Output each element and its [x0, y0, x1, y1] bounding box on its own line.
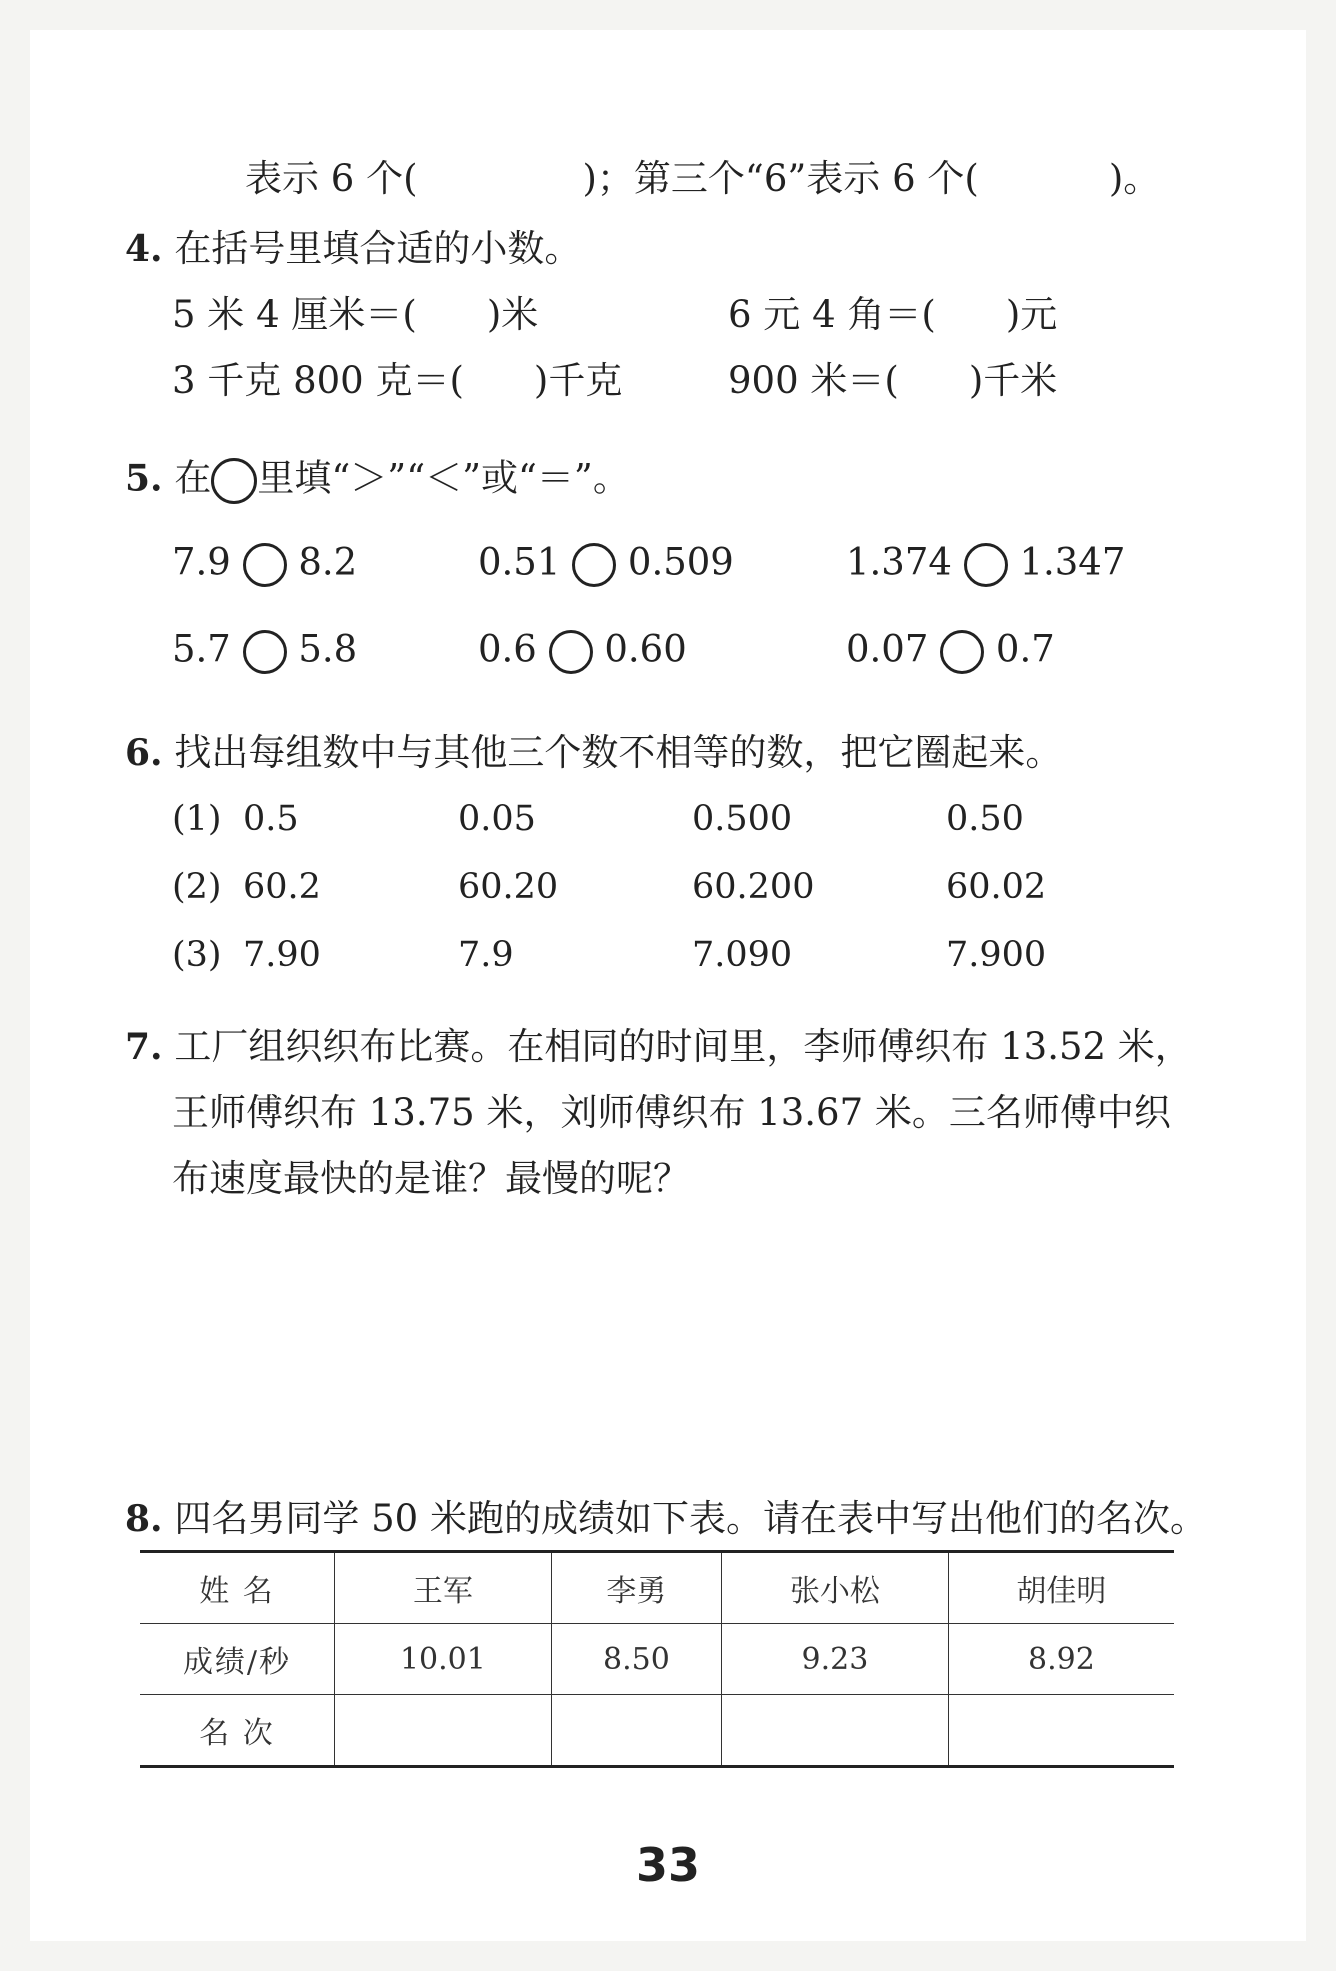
q5-right-value: 1.347	[1019, 540, 1126, 584]
q5-number: 5.	[125, 457, 163, 500]
q4-item-2	[728, 293, 1058, 336]
table-header-cell: 李勇	[551, 1552, 721, 1624]
q6-option[interactable]: 0.50	[946, 799, 1024, 839]
q5-left-value: 7.9	[172, 540, 231, 584]
q7-number: 7.	[125, 1026, 163, 1068]
q5-left-value: 0.07	[846, 627, 929, 671]
q5-item-1	[172, 540, 358, 587]
table-cell: 8.50	[551, 1624, 721, 1695]
rank-input-cell[interactable]	[551, 1695, 721, 1767]
table-cell: 9.23	[722, 1624, 949, 1695]
q5-left-value: 5.7	[172, 627, 231, 671]
q6-option[interactable]: 0.5	[243, 799, 299, 839]
rank-input-cell[interactable]	[335, 1695, 552, 1767]
q5-right-value: 0.509	[627, 540, 734, 584]
q7-line-2: 王师傅织布 13.75 米，刘师傅织布 13.67 米。三名师傅中织	[172, 1091, 1171, 1134]
compare-circle[interactable]	[243, 630, 287, 674]
compare-circle[interactable]	[243, 543, 287, 587]
table-header-cell: 胡佳明	[948, 1552, 1174, 1624]
q4-item-text: 900 米＝(	[728, 359, 899, 402]
q4-item-unit: )米	[486, 293, 539, 336]
q5-item-6	[846, 627, 1055, 674]
q5-right-value: 0.7	[995, 627, 1055, 671]
q6-option[interactable]: 60.2	[243, 867, 321, 907]
table-header-cell: 王军	[335, 1552, 552, 1624]
table-row	[140, 1624, 1174, 1695]
q7-line-3: 布速度最快的是谁？最慢的呢？	[172, 1157, 690, 1200]
rank-input-cell[interactable]	[722, 1695, 949, 1767]
q5-title-part1: 在	[174, 456, 212, 500]
q6-row-3-label: (3)	[172, 935, 222, 975]
q4-item-4	[728, 359, 1058, 402]
q4-item-3	[172, 359, 623, 402]
table-cell: 10.01	[335, 1624, 552, 1695]
q5-right-value: 0.60	[604, 627, 687, 671]
table-row-label: 名 次	[140, 1695, 335, 1767]
compare-circle[interactable]	[940, 630, 984, 674]
q5-left-value: 1.374	[846, 540, 952, 584]
compare-circle[interactable]	[572, 543, 616, 587]
table-row	[140, 1552, 1174, 1624]
table-header-cell: 张小松	[722, 1552, 949, 1624]
table-cell: 8.92	[948, 1624, 1174, 1695]
q6-option[interactable]: 0.500	[692, 799, 793, 839]
rank-input-cell[interactable]	[948, 1695, 1174, 1767]
q7-text: 工厂组织织布比赛。在相同的时间里，李师傅织布 13.52 米，	[174, 1025, 1192, 1068]
q5-title-part2: 里填“＞”“＜”或“＝”。	[257, 456, 630, 500]
q4-item-text: 6 元 4 角＝(	[728, 293, 936, 336]
q5-item-4	[172, 627, 358, 674]
q4-item-unit: )千克	[533, 359, 623, 402]
q3-tail-part2: )；第三个“6”表示 6 个(	[582, 157, 979, 200]
q6-option[interactable]: 7.900	[946, 935, 1047, 975]
q4-number: 4.	[125, 228, 163, 270]
table-row-label: 成绩/秒	[140, 1624, 335, 1695]
q4-item-unit: )千米	[968, 359, 1058, 402]
q6-heading	[125, 731, 1063, 774]
q6-option[interactable]: 7.090	[692, 935, 793, 975]
q3-tail-part3: )。	[1108, 157, 1161, 200]
q4-title: 在括号里填合适的小数。	[174, 227, 582, 270]
table-header-cell: 姓 名	[140, 1552, 335, 1624]
q6-option[interactable]: 7.9	[458, 935, 514, 975]
q7-answer-area[interactable]	[172, 1220, 1172, 1470]
q6-row-2-label: (2)	[172, 867, 222, 907]
q5-item-3	[846, 540, 1126, 587]
q6-option[interactable]: 60.20	[458, 867, 559, 907]
q6-row-1-label: (1)	[172, 799, 222, 839]
q6-option[interactable]: 7.90	[243, 935, 321, 975]
q5-left-value: 0.6	[478, 627, 537, 671]
compare-circle[interactable]	[549, 630, 593, 674]
q8-heading	[125, 1497, 1207, 1540]
q4-item-text: 5 米 4 厘米＝(	[172, 293, 417, 336]
q7-line-1	[125, 1025, 1192, 1068]
q6-option[interactable]: 60.02	[946, 867, 1047, 907]
compare-circle[interactable]	[964, 543, 1008, 587]
q4-heading	[125, 227, 582, 270]
q4-item-1	[172, 293, 539, 336]
q6-title: 找出每组数中与其他三个数不相等的数，把它圈起来。	[174, 731, 1063, 774]
q5-item-5	[478, 627, 687, 674]
table-row	[140, 1695, 1174, 1767]
page-number: 33	[635, 1838, 700, 1892]
q5-heading	[125, 458, 630, 504]
q5-right-value: 5.8	[298, 627, 358, 671]
q5-item-2	[478, 540, 734, 587]
q3-tail	[245, 157, 1161, 200]
q4-item-text: 3 千克 800 克＝(	[172, 359, 464, 402]
q5-right-value: 8.2	[298, 540, 358, 584]
q8-number: 8.	[125, 1498, 163, 1540]
q8-title: 四名男同学 50 米跑的成绩如下表。请在表中写出他们的名次。	[174, 1497, 1207, 1540]
score-table	[140, 1550, 1174, 1768]
circle-icon	[211, 458, 257, 504]
q3-tail-part1: 表示 6 个(	[245, 157, 418, 200]
q5-left-value: 0.51	[478, 540, 561, 584]
q6-number: 6.	[125, 732, 163, 774]
q6-option[interactable]: 60.200	[692, 867, 815, 907]
q4-item-unit: )元	[1005, 293, 1058, 336]
q6-option[interactable]: 0.05	[458, 799, 536, 839]
